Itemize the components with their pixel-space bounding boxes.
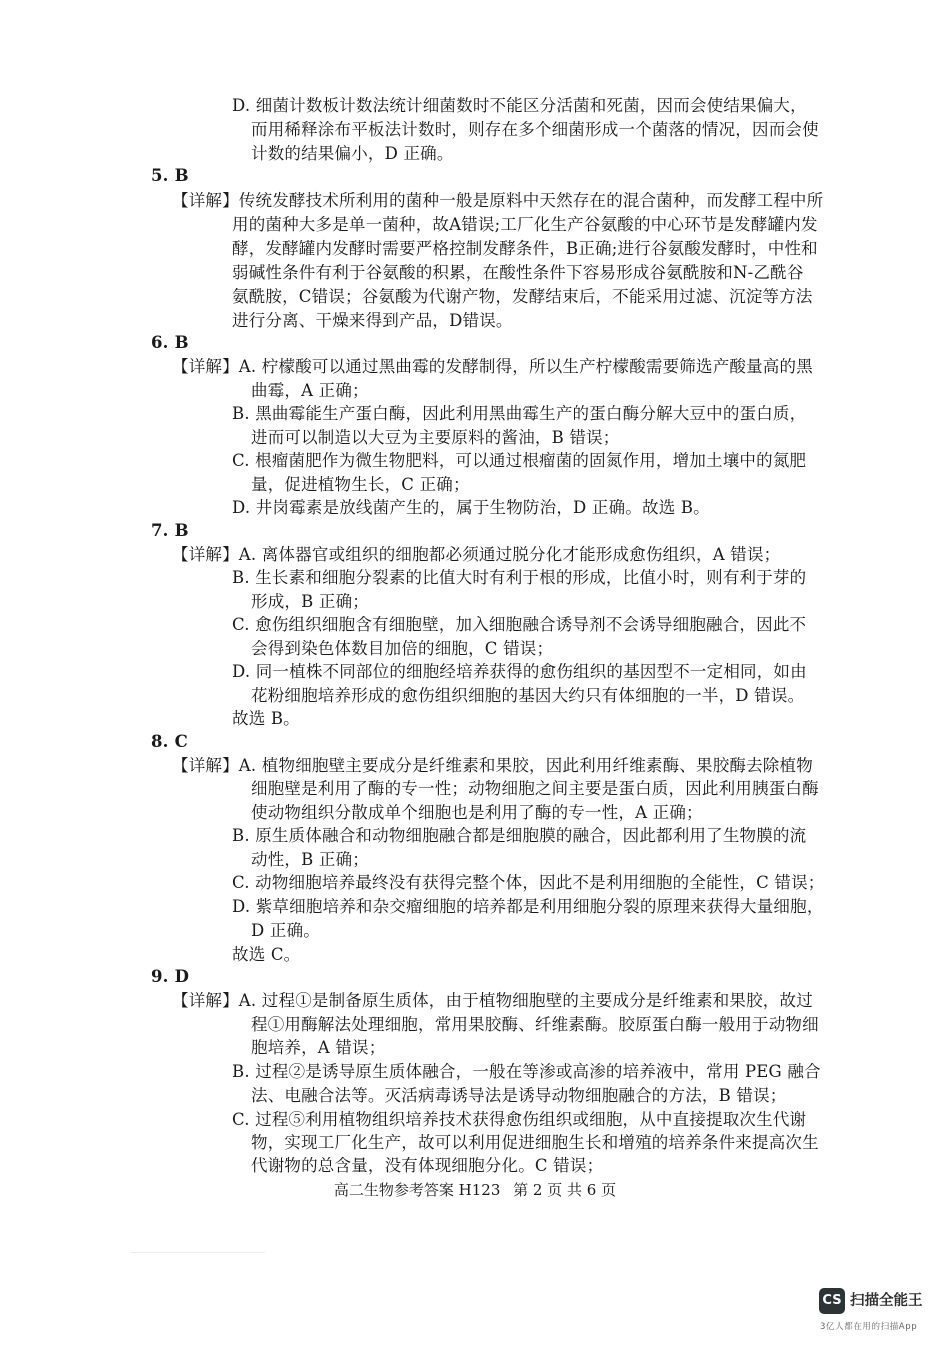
answer-line: 进而可以制造以大豆为主要原料的酱油，B 错误；: [251, 428, 620, 447]
answer-line: 细胞壁是利用了酶的专一性；动物细胞之间主要是蛋白质，因此利用胰蛋白酶: [251, 779, 819, 798]
divider: [130, 1252, 265, 1253]
answer-line: 物，实现工厂化生产，故可以利用促进细胞生长和增殖的培养条件来提高次生: [251, 1133, 819, 1152]
answer-line: B. 过程②是诱导原生质体融合，一般在等渗或高渗的培养液中，常用 PEG 融合: [232, 1062, 821, 1081]
answer-line: 而用稀释涂布平板法计数时，则存在多个细菌形成一个菌落的情况，因而会使: [251, 120, 819, 139]
answer-line: 曲霉，A 正确；: [251, 381, 369, 400]
answer-line: 量，促进植物生长，C 正确；: [251, 475, 470, 494]
answer-line: 【详解】A. 离体器官或组织的细胞都必须通过脱分化才能形成愈伤组织，A 错误；: [172, 545, 781, 564]
answer-line: 花粉细胞培养形成的愈伤组织细胞的基因大约只有体细胞的一半，D 错误。: [251, 686, 805, 705]
answer-line: 【详解】传统发酵技术所利用的菌种一般是原料中天然存在的混合菌种，而发酵工程中所: [172, 191, 824, 210]
answer-line: 法、电融合法等。灭活病毒诱导法是诱导动物细胞融合的方法，B 错误；: [251, 1086, 787, 1105]
answer-line: 形成，B 正确；: [251, 592, 369, 611]
question-number: 8. C: [151, 732, 188, 751]
question-number: 9. D: [151, 967, 190, 986]
answer-line: 胞培养，A 错误；: [251, 1038, 386, 1057]
answer-line: 氨酰胺，C错误；谷氨酸为代谢产物，发酵结束后，不能采用过滤、沉淀等方法: [232, 287, 813, 306]
answer-line: 【详解】A. 柠檬酸可以通过黑曲霉的发酵制得，所以生产柠檬酸需要筛选产酸量高的黑: [172, 357, 813, 376]
answer-line: 故选 B。: [232, 709, 300, 728]
answer-line: 【详解】A. 植物细胞壁主要成分是纤维素和果胶，因此利用纤维素酶、果胶酶去除植物: [172, 756, 813, 775]
answer-line: 用的菌种大多是单一菌种，故A错误;工厂化生产谷氨酸的中心环节是发酵罐内发: [232, 215, 818, 234]
scanner-watermark: [819, 1288, 931, 1336]
answer-line: 使动物组织分散成单个细胞也是利用了酶的专一性，A 正确；: [251, 803, 703, 822]
answer-line: 代谢物的总含量，没有体现细胞分化。C 错误；: [251, 1156, 604, 1175]
answer-line: C. 动物细胞培养最终没有获得完整个体，因此不是利用细胞的全能性，C 错误；: [232, 873, 825, 892]
answer-line: D. 同一植株不同部位的细胞经培养获得的愈伤组织的基因型不一定相同，如由: [232, 662, 807, 681]
camscanner-logo-icon: CS: [819, 1288, 845, 1314]
answer-line: B. 黑曲霉能生产蛋白酶，因此利用黑曲霉生产的蛋白酶分解大豆中的蛋白质，: [232, 404, 807, 423]
question-number: 6. B: [151, 333, 189, 352]
answer-line: 故选 C。: [232, 945, 301, 964]
answer-line: 程①用酶解法处理细胞，常用果胶酶、纤维素酶。胶原蛋白酶一般用于动物细: [251, 1015, 819, 1034]
page-footer: [0, 1180, 950, 1200]
answer-line: 【详解】A. 过程①是制备原生质体，由于植物细胞壁的主要成分是纤维素和果胶，故过: [172, 991, 813, 1010]
answer-line: 酵，发酵罐内发酵时需要严格控制发酵条件，B正确;进行谷氨酸发酵时，中性和: [232, 239, 818, 258]
question-number: 7. B: [151, 521, 189, 540]
answer-line: D 正确。: [251, 921, 320, 940]
answer-line: C. 愈伤组织细胞含有细胞壁，加入细胞融合诱导剂不会诱导细胞融合，因此不: [232, 615, 807, 634]
answer-line: B. 原生质体融合和动物细胞融合都是细胞膜的融合，因此都利用了生物膜的流: [232, 826, 807, 845]
answer-line: 动性，B 正确；: [251, 850, 369, 869]
answer-line: 弱碱性条件有利于谷氨酸的积累，在酸性条件下容易形成谷氨酰胺和N-乙酰谷: [232, 263, 804, 282]
answer-line: 会得到染色体数目加倍的细胞，C 错误；: [251, 639, 554, 658]
answer-line: D. 紫草细胞培养和杂交瘤细胞的培养都是利用细胞分裂的原理来获得大量细胞，: [232, 897, 824, 916]
answer-line: D. 井岗霉素是放线菌产生的，属于生物防治，D 正确。故选 B。: [232, 498, 710, 517]
watermark-app-name: 扫描全能王: [850, 1293, 923, 1309]
answer-line: C. 过程⑤利用植物组织培养技术获得愈伤组织或细胞，从中直接提取次生代谢: [232, 1110, 807, 1129]
answer-line: C. 根瘤菌肥作为微生物肥料，可以通过根瘤菌的固氮作用，增加土壤中的氮肥: [232, 451, 807, 470]
answer-line: B. 生长素和细胞分裂素的比值大时有利于根的形成，比值小时，则有利于芽的: [232, 568, 807, 587]
question-number: 5. B: [151, 166, 189, 185]
watermark-slogan: 3亿人都在用的扫描App: [820, 1322, 918, 1332]
footer-doc-title: 高二生物参考答案 H123: [333, 1181, 501, 1199]
answer-line: 进行分离、干燥来得到产品，D错误。: [232, 311, 513, 330]
answer-line: 计数的结果偏小，D 正确。: [251, 144, 454, 163]
answer-line: D. 细菌计数板计数法统计细菌数时不能区分活菌和死菌，因而会使结果偏大，: [232, 96, 807, 115]
footer-page-info: 第 2 页 共 6 页: [513, 1181, 617, 1199]
